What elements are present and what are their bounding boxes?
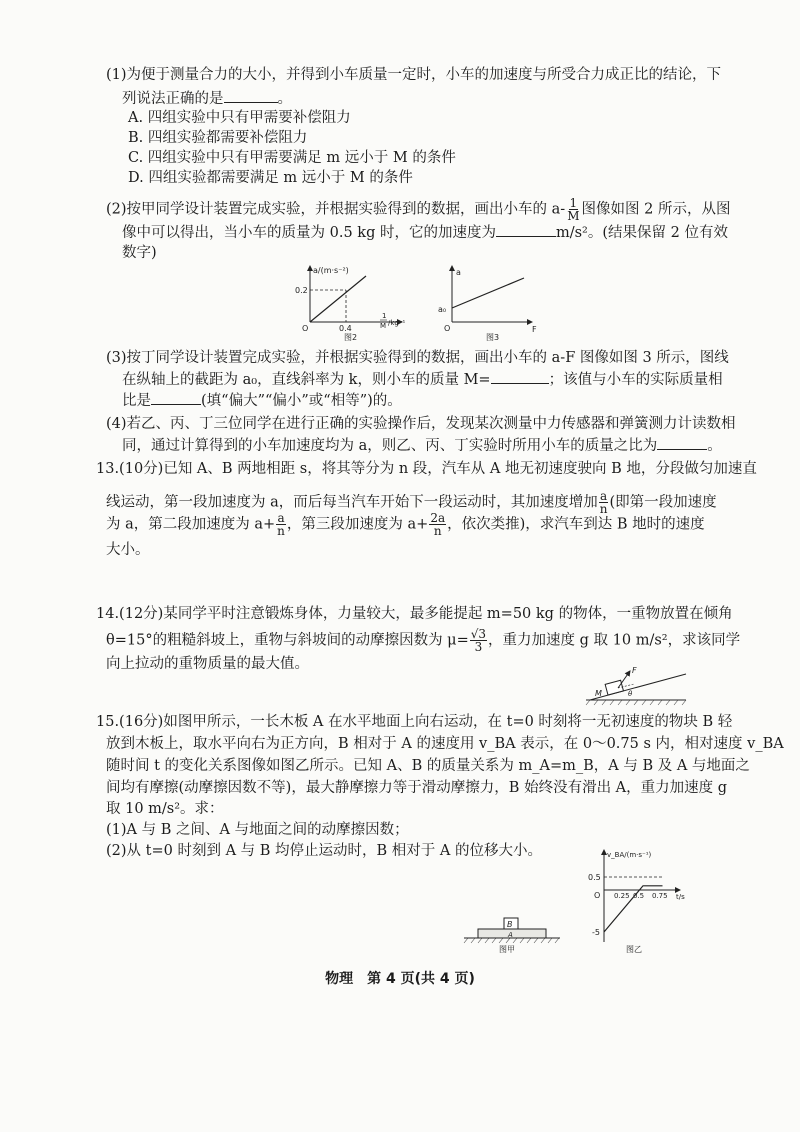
q12-part1-line2: [122, 88, 292, 109]
q14-line1: 14.(12分)某同学平时注意锻炼身体，力量较大，最多能提起 m=50 kg 的物体，一重物放置在倾角: [96, 606, 733, 622]
q12-part2-line1: [106, 197, 730, 222]
figB-xtick-3: 0.75: [652, 892, 668, 900]
text: ；该值与小车的实际质量相: [548, 372, 723, 388]
text: 。: [707, 438, 722, 454]
q12-part3-line1: (3)按丁同学设计装置完成实验，并根据实验得到的数据，画出小车的 a-F 图像如图 3 所示，图线: [106, 350, 729, 366]
q15-line1: 15.(16分)如图甲所示，一长木板 A 在水平地面上向右运动，在 t=0 时刻将一无初速度的物块 B 轻: [96, 714, 733, 730]
text: 比是: [122, 393, 151, 409]
q15-line5: 取 10 m/s²。求：: [106, 801, 224, 817]
denominator: n: [277, 524, 285, 538]
force-label: F: [632, 666, 637, 675]
incline-figure: [582, 664, 692, 706]
q13-line4: 大小。: [106, 542, 150, 558]
fraction: [470, 628, 487, 653]
fig2-caption: 图2: [344, 333, 358, 342]
board-a-label: A: [508, 931, 513, 939]
q15-sub2: (2)从 t=0 时刻到 A 与 B 均停止运动时，B 相对于 A 的位移大小。: [106, 843, 542, 859]
text: 线运动，第一段加速度为 a，而后每当汽车开始下一段运动时，其加速度增加: [106, 494, 598, 511]
answer-blank: [657, 435, 707, 450]
fig3-xlabel: F: [532, 325, 537, 334]
figure-3-graph: [432, 262, 542, 342]
fraction: [566, 197, 580, 222]
angle-label: θ: [628, 690, 633, 698]
option-a: A. 四组实验中只有甲需要补偿阻力: [128, 110, 351, 126]
text: (即第一段加速度: [609, 494, 717, 511]
figB-xlabel: t/s: [676, 893, 685, 901]
figB-ytick-bottom: -5: [592, 928, 600, 937]
denominator: n: [599, 502, 608, 516]
text: (2)按甲同学设计装置完成实验，并根据实验得到的数据，画出小车的 a-: [106, 201, 566, 218]
figB-ylabel: v_BA/(m·s⁻¹): [607, 851, 652, 859]
figure-jia-caption: 图甲: [499, 945, 515, 954]
block-m: [605, 680, 623, 695]
answer-blank: [151, 390, 201, 405]
option-c: C. 四组实验中只有甲需要满足 m 远小于 M 的条件: [128, 150, 456, 166]
mass-label: M: [595, 689, 602, 698]
fig2-ylabel: a/(m·s⁻²): [313, 266, 349, 275]
q12-part3-line2: [122, 369, 723, 390]
q13-line3: [106, 512, 705, 537]
text: 图像如图 2 所示，从图: [581, 201, 731, 218]
text: 像中可以得出，当小车的质量为 0.5 kg 时，它的加速度为: [122, 225, 496, 241]
denominator: M: [567, 209, 580, 223]
figure-2-graph: [290, 262, 410, 342]
numerator: 2a: [430, 511, 446, 525]
q12-part2-line2: [122, 222, 728, 243]
line-graph: [452, 278, 524, 308]
denominator: 3: [474, 640, 483, 654]
answer-blank: [496, 222, 556, 237]
q12-part1-stem: 列说法正确的是: [122, 91, 224, 107]
text: (填“偏大”“偏小”或“相等”)的。: [201, 393, 402, 409]
text: m/s²。(结果保留 2 位有效: [555, 225, 728, 241]
q13-line1: 13.(10分)已知 A、B 两地相距 s，将其等分为 n 段，汽车从 A 地无初速度驶向 B 地，分段做匀加速直: [96, 461, 757, 477]
text: 为 a，第二段加速度为 a+: [106, 516, 276, 533]
option-b: B. 四组实验都需要补偿阻力: [128, 130, 308, 146]
q12-part1-line1: (1)为便于测量合力的大小，并得到小车质量一定时，小车的加速度与所受合力成正比的结论，下: [106, 67, 722, 83]
text: 在纵轴上的截距为 a₀，直线斜率为 k，则小车的质量 M=: [122, 372, 491, 388]
page-footer: 物理 第 4 页(共 4 页): [325, 971, 475, 987]
fraction: [429, 512, 446, 537]
figB-origin: O: [594, 891, 601, 900]
text: ，重力加速度 g 取 10 m/s²，求该同学: [488, 632, 741, 649]
line-graph: [310, 276, 366, 322]
q15-line2: 放到木板上，取水平向右为正方向，B 相对于 A 的速度用 v_BA 表示，在 0～0.75 s 内，相对速度 v_BA: [106, 736, 784, 752]
denominator: n: [433, 524, 442, 538]
fig2-origin: O: [302, 324, 309, 333]
fig3-intercept: a₀: [438, 305, 447, 314]
answer-blank: [491, 369, 549, 384]
figB-xtick-2: 0.5: [633, 892, 645, 900]
fig3-ylabel: a: [456, 268, 461, 277]
figure-yi-caption: 图乙: [626, 945, 642, 954]
answer-blank: [224, 88, 278, 103]
fig2-xlabel-num: 1: [382, 312, 387, 320]
period: 。: [277, 91, 292, 107]
text: ，依次类推)，求汽车到达 B 地时的速度: [447, 516, 705, 533]
figure-jia: [462, 906, 562, 956]
fig3-origin: O: [444, 324, 451, 333]
figure-yi-graph: [580, 844, 690, 956]
block-b-label: B: [507, 920, 513, 929]
numerator: √3: [470, 627, 487, 641]
q12-part4-line1: (4)若乙、丙、丁三位同学在进行正确的实验操作后，发现某次测量中力传感器和弹簧测力计读数相: [106, 416, 736, 432]
figB-xtick-1: 0.25: [614, 892, 630, 900]
text: ，第三段加速度为 a+: [286, 516, 429, 533]
fig3-caption: 图3: [486, 333, 500, 342]
numerator: a: [277, 511, 285, 525]
option-d: D. 四组实验都需要满足 m 远小于 M 的条件: [128, 170, 413, 186]
q14-line3: 向上拉动的重物质量的最大值。: [106, 656, 309, 672]
numerator: a: [600, 489, 608, 503]
numerator: 1: [569, 196, 578, 210]
q14-line2: [106, 628, 740, 653]
fig2-xtick: 0.4: [339, 324, 352, 333]
text: θ=15°的粗糙斜坡上，重物与斜坡间的动摩擦因数为 μ=: [106, 632, 469, 649]
ground-hatch: [586, 700, 686, 705]
fig2-xlabel-den: M: [380, 322, 387, 330]
q15-line4: 间均有摩擦(动摩擦因数不等)，最大静摩擦力等于滑动摩擦力，B 始终没有滑出 A，重力加速度 g: [106, 780, 728, 796]
q12-part2-line3: 数字): [122, 245, 157, 261]
fig2-xlabel-unit: /kg⁻¹: [388, 319, 406, 327]
q12-part3-line3: [122, 390, 402, 411]
figB-ytick-top: 0.5: [588, 873, 601, 882]
text: 同，通过计算得到的小车加速度均为 a，则乙、丙、丁实验时所用小车的质量之比为: [122, 438, 658, 454]
slope-line: [590, 674, 686, 700]
fraction: [276, 512, 286, 537]
q15-line3: 随时间 t 的变化关系图像如图乙所示。已知 A、B 的质量关系为 m_A=m_B，A 与 B 及 A 与地面之: [106, 758, 750, 774]
q12-part4-line2: [122, 435, 722, 456]
q15-sub1: (1)A 与 B 之间、A 与地面之间的动摩擦因数；: [106, 822, 409, 838]
fig2-ytick: 0.2: [295, 286, 308, 295]
